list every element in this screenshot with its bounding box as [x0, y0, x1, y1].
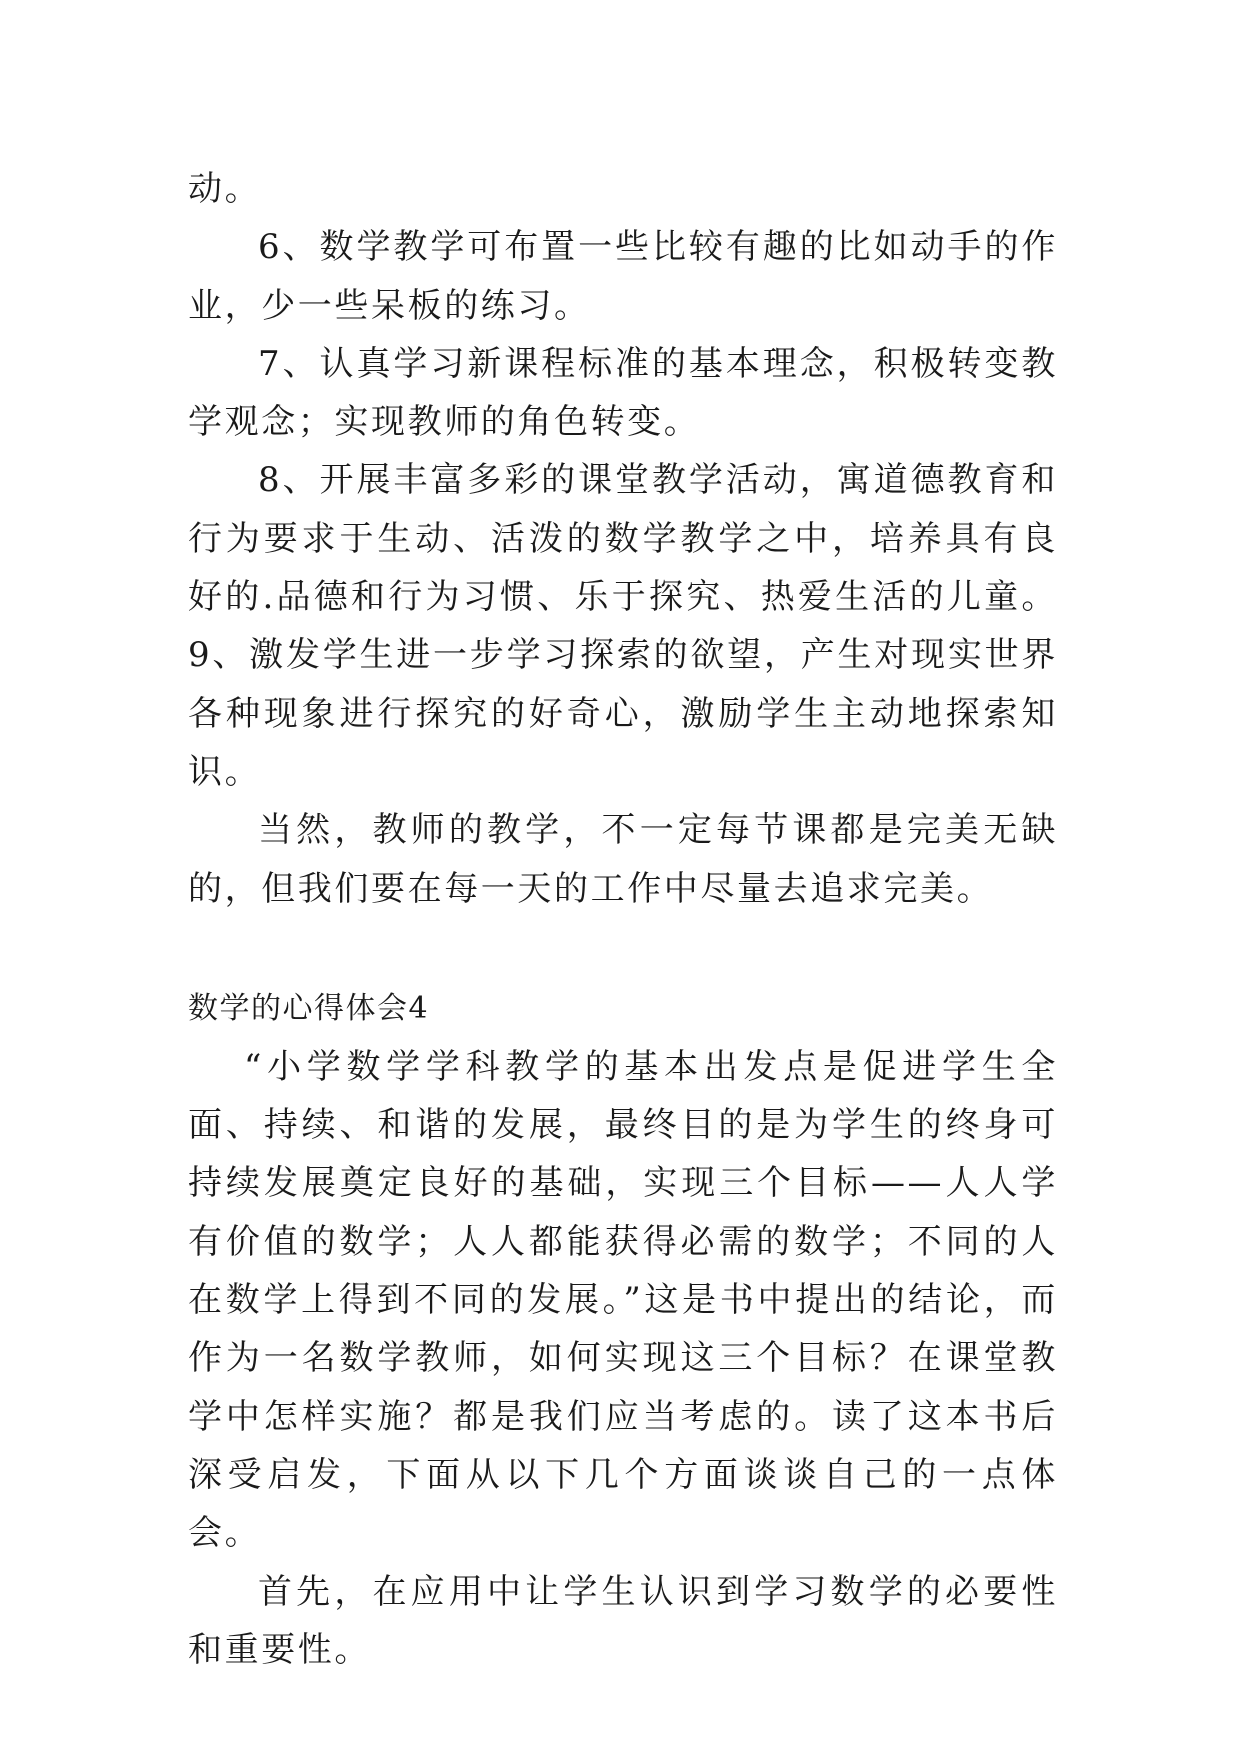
paragraph-conclusion: 当然，教师的教学，不一定每节课都是完美无缺的，但我们要在每一天的工作中尽量去追求完美。: [188, 810, 1058, 909]
paragraph-item-8: 8、开展丰富多彩的课堂教学活动，寓道德教育和行为要求于生动、活泼的数学教学之中，培养具有良好的.品德和行为习惯、乐于探究、热爱生活的儿童。9、激发学生进一步学习探索的欲望，产生对现实世界各种现象进行探究的好奇心，激励学生主动地探索知识。: [188, 460, 1058, 792]
paragraph-first-point: 首先，在应用中让学生认识到学习数学的必要性和重要性。: [188, 1571, 1058, 1670]
section-heading: 数学的心得体会4: [188, 990, 430, 1026]
paragraph-quote: “小学数学学科教学的基本出发点是促进学生全面、持续、和谐的发展，最终目的是为学生的终身可持续发展奠定良好的基础，实现三个目标——人人学有价值的数学；人人都能获得必需的数学；不同的人在数学上得到不同的发展。”这是书中提出的结论，而作为一名数学教师，如何实现这三个目标？在课堂教学中怎样实施？都是我们应当考虑的。读了这本书后深受启发，下面从以下几个方面谈谈自己的一点体会。: [188, 1046, 1058, 1554]
paragraph-fragment: 动。: [188, 169, 262, 209]
section-spacer: [188, 918, 1058, 980]
paragraph-item-6: 6、数学教学可布置一些比较有趣的比如动手的作业，少一些呆板的练习。: [188, 227, 1058, 326]
paragraph-item-7: 7、认真学习新课程标准的基本理念，积极转变教学观念；实现教师的角色转变。: [188, 343, 1058, 443]
document-page: [188, 160, 1058, 1679]
